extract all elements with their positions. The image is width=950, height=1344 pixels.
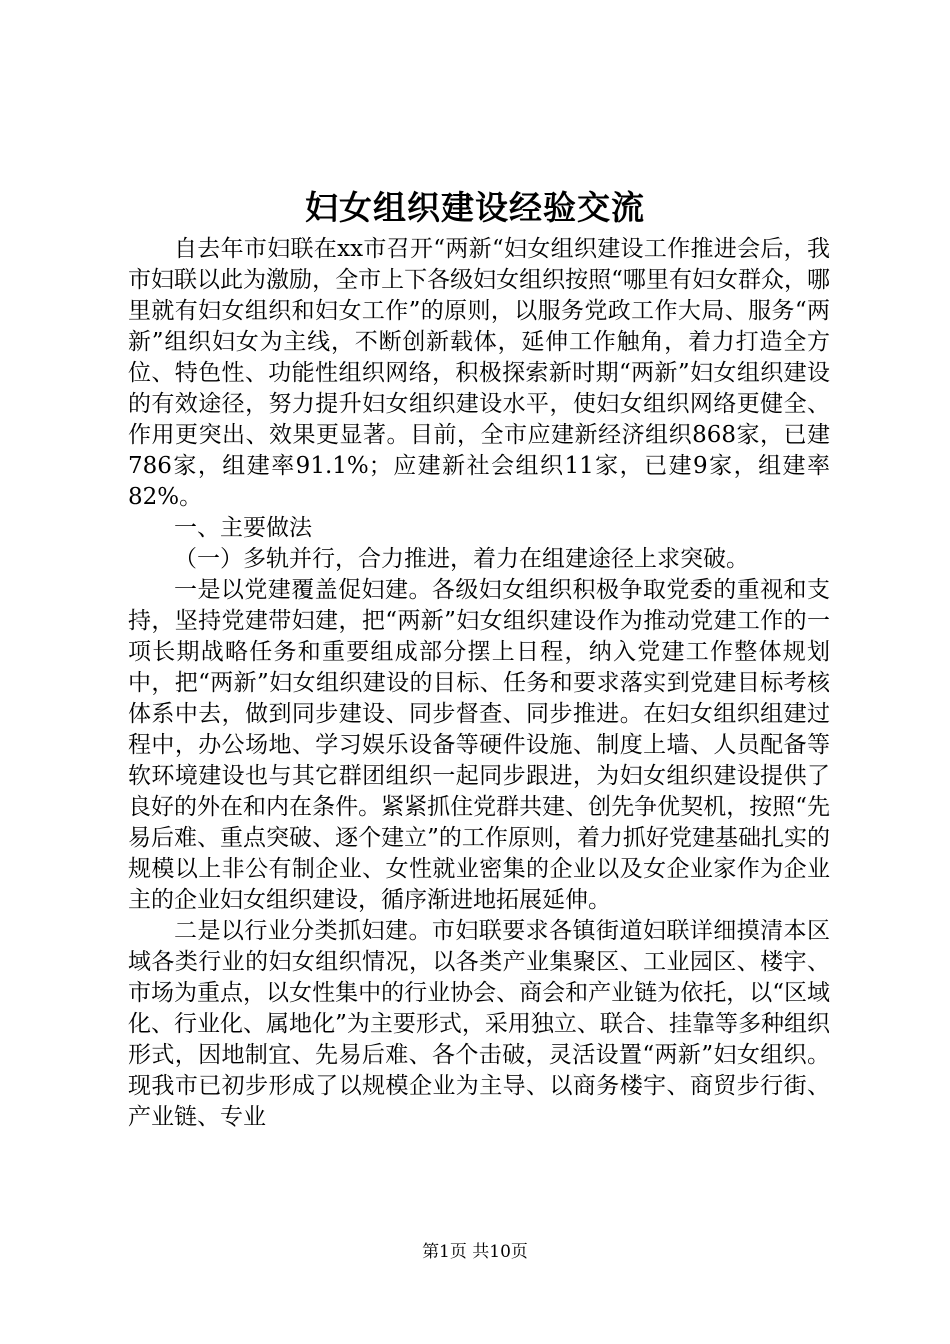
body-paragraph: 一是以党建覆盖促妇建。各级妇女组织积极争取党委的重视和支持，坚持党建带妇建，把“两新”妇女组织建设作为推动党建工作的一项长期战略任务和重要组成部分摆上日程，纳入党建工作整体规划中，把“两新”妇女组织建设的目标、任务和要求落实到党建目标考核体系中去，做到同步建设、同步督查、同步推进。在妇女组织组建过程中，办公场地、学习娱乐设备等硬件设施、制度上墙、人员配备等软环境建设也与其它群团组织一起同步跟进，为妇女组织建设提供了良好的外在和内在条件。紧紧抓住党群共建、创先争优契机，按照“先易后难、重点突破、逐个建立”的工作原则，着力抓好党建基础扎实的规模以上非公有制企业、女性就业密集的企业以及女企业家作为企业主的企业妇女组织建设，循序渐进地拓展延伸。: [128, 577, 830, 913]
document-title: 妇女组织建设经验交流: [305, 188, 645, 227]
section-heading: 一、主要做法: [174, 515, 312, 541]
subsection-heading: （一）多轨并行，合力推进，着力在组建途径上求突破。: [174, 546, 749, 572]
page-footer: 第1页 共10页: [422, 1242, 528, 1262]
intro-paragraph: 自去年市妇联在xx市召开“两新“妇女组织建设工作推进会后，我市妇联以此为激励，全市上下各级妇女组织按照“哪里有妇女群众，哪里就有妇女组织和妇女工作”的原则，以服务党政工作大局、服务“两新”组织妇女为主线，不断创新载体，延伸工作触角，着力打造全方位、特色性、功能性组织网络，积极探索新时期“两新”妇女组织建设的有效途径，努力提升妇女组织建设水平，使妇女组织网络更健全、作用更突出、效果更显著。目前，全市应建新经济组织868家，已建786家，组建率91.1%；应建新社会组织11家，已建9家，组建率82%。: [128, 236, 830, 510]
document-body: [128, 234, 830, 1133]
body-paragraph: 二是以行业分类抓妇建。市妇联要求各镇街道妇联详细摸清本区域各类行业的妇女组织情况，以各类产业集聚区、工业园区、楼宇、市场为重点，以女性集中的行业协会、商会和产业链为依托，以“区域化、行业化、属地化”为主要形式，采用独立、联合、挂靠等多种组织形式，因地制宜、先易后难、各个击破，灵活设置“两新”妇女组织。现我市已初步形成了以规模企业为主导、以商务楼宇、商贸步行街、产业链、专业: [128, 918, 830, 1130]
